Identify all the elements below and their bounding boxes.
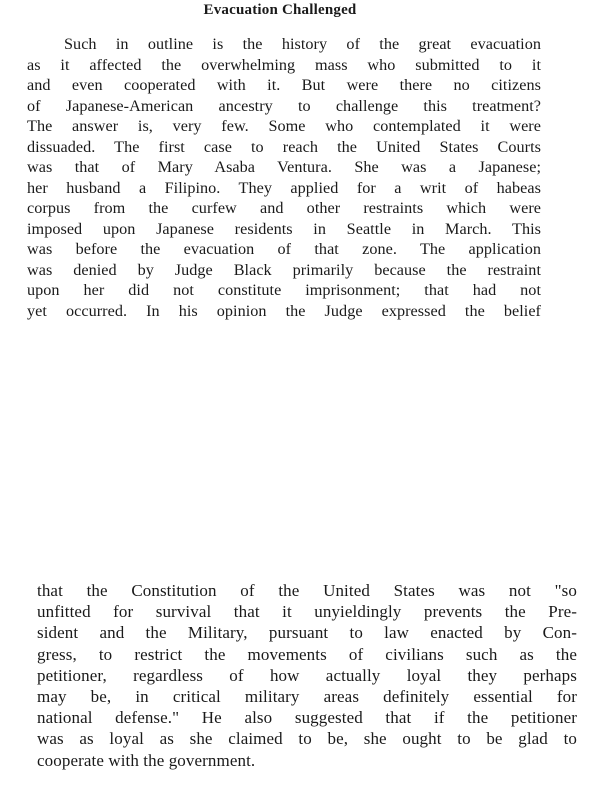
text-line: gress, to restrict the movements of civilians such as the [37,644,577,664]
text-line: cooperate with the government. [37,750,256,770]
text-line: sident and the Military, pursuant to law enacted by Con- [37,623,577,643]
text-line: unfitted for survival that it unyieldingly prevents the Pre- [37,602,577,622]
text-line: as it affected the overwhelming mass who submitted to it [27,55,541,74]
text-line: that the Constitution of the United States was not "so [37,581,577,600]
paragraph-top [27,34,541,321]
text-line: her husband a Filipino. They applied for a writ of habeas [27,178,541,197]
text-line: petitioner, regardless of how actually loyal they perhaps [37,665,577,685]
paragraph-bottom [37,580,577,771]
text-line: was before the evacuation of that zone. The application [27,240,541,258]
text-line: may be, in critical military areas definitely essential for [37,687,577,707]
text-line: corpus from the curfew and other restraints which were [27,199,541,217]
text-line: was as loyal as she claimed to be, she ought to be glad to [37,729,577,749]
text-line: national defense." He also suggested that if the petitioner [37,708,577,728]
text-line: yet occurred. In his opinion the Judge expressed the belief [27,301,541,320]
text-line: was that of Mary Asaba Ventura. She was a Japanese; [27,158,541,176]
text-line: upon her did not constitute imprisonment; that had not [27,281,541,299]
text-line: and even cooperated with it. But were there no citizens [27,76,541,94]
text-line: imposed upon Japanese residents in Seattle in March. This [27,219,541,238]
text-line: The answer is, very few. Some who contemplated it were [27,117,541,135]
text-line: dissuaded. The first case to reach the United States Courts [27,137,541,156]
text-line: was denied by Judge Black primarily because the restraint [27,260,541,279]
text-line: of Japanese-American ancestry to challenge this treatment? [27,96,541,115]
page-heading: Evacuation Challenged [203,2,357,18]
text-line: Such in outline is the history of the great evacuation [64,35,541,53]
